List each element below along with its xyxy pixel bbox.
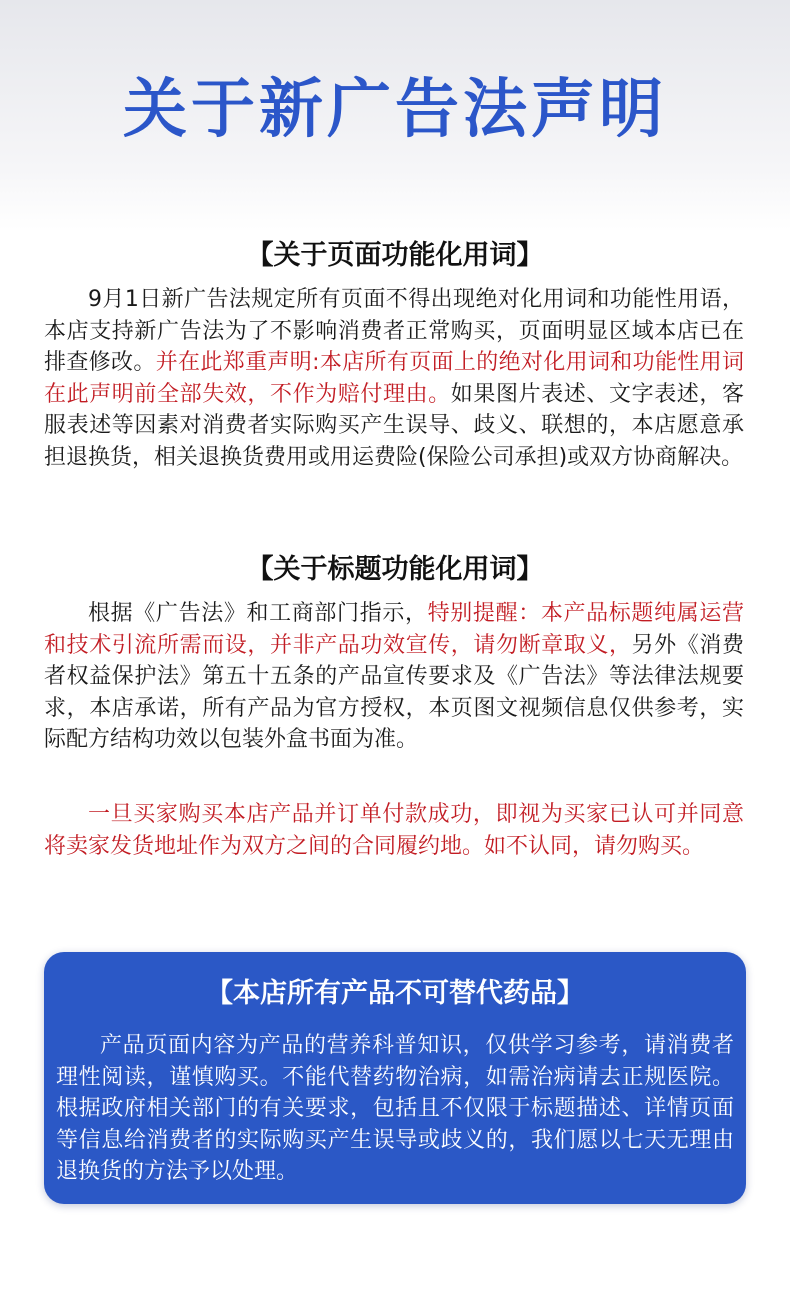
section-heading-title-wording: 【关于标题功能化用词】 xyxy=(246,554,544,585)
highlighted-notice-text: 并在此郑重声明:本店所有页面上的绝对化用词和功能性用词在此声明前全部失效，不作为赔付理由。 xyxy=(44,350,744,407)
section-paragraph-page-wording xyxy=(44,284,744,473)
contract-notice-paragraph: 一旦买家购买本店产品并订单付款成功，即视为买家已认可并同意将卖家发货地址作为双方之间的合同履约地。如不认同，请勿购买。 xyxy=(44,802,744,859)
medicine-disclaimer-box xyxy=(44,952,746,1204)
highlighted-notice-text: 特别提醒：本产品标题纯属运营和技术引流所需而设，并非产品功效宣传，请勿断章取义， xyxy=(44,601,744,658)
disclaimer-paragraph: 产品页面内容为产品的营养科普知识，仅供学习参考，请消费者理性阅读，谨慎购买。不能代替药物治病，如需治病请去正规医院。根据政府相关部门的有关要求，包括且不仅限于标题描述、详情页面等信息给消费者的实际购买产生误导或歧义的，我们愿以七天无理由退换货的方法予以处理。 xyxy=(56,1033,734,1184)
section-paragraph-title-wording xyxy=(44,598,744,756)
page-title: 关于新广告法声明 xyxy=(123,73,667,147)
paragraph-text: 如果图片表述、文字表述，客服表述等因素对消费者实际购买产生误导、歧义、联想的，本店愿意承担退换货，相关退换货费用或用运费险(保险公司承担)或双方协商解决。 xyxy=(44,381,744,470)
paragraph-text: 另外《消费者权益保护法》第五十五条的产品宣传要求及《广告法》等法律法规要求，本店承诺，所有产品为官方授权，本页图文视频信息仅供参考，实际配方结构功效以包装外盒书面为准。 xyxy=(44,632,744,752)
paragraph-text: 9月1日新广告法规定所有页面不得出现绝对化用词和功能性用语，本店支持新广告法为了不影响消费者正常购买，页面明显区域本店已在排查修改。 xyxy=(44,287,744,375)
disclaimer-heading: 【本店所有产品不可替代药品】 xyxy=(206,978,584,1009)
paragraph-text: 根据《广告法》和工商部门指示， xyxy=(88,601,428,626)
section-heading-page-wording: 【关于页面功能化用词】 xyxy=(246,240,544,271)
